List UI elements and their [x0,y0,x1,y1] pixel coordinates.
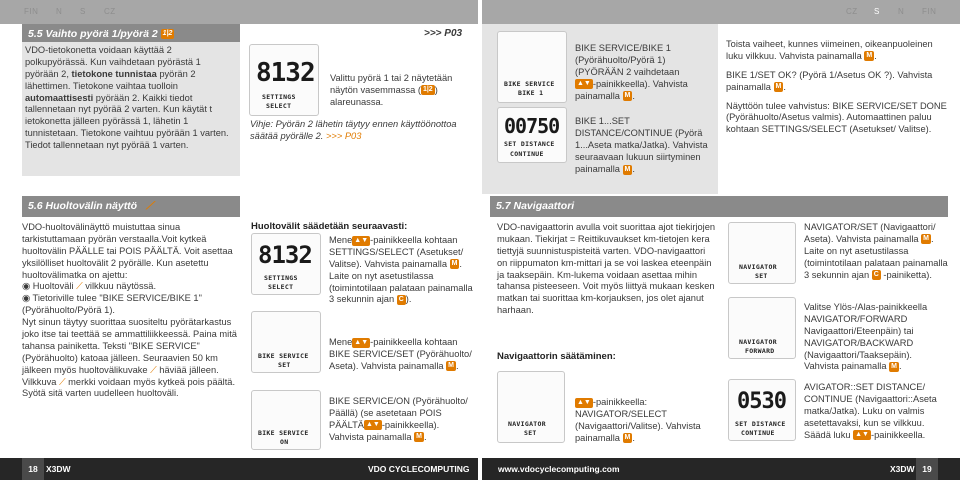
bike-desc [330,73,470,109]
step-bike-service-4: ▲▼ -painikkeella). Vahvista painamalla M . [575,78,688,101]
device-ns-label-1: NAVIGATOR [508,420,546,428]
nav-dist-text: AVIGATOR::SET DISTANCE/ CONTINUE (Navigaattori::Aseta matka/Jatka). Luku on valmis asetettavaksi, kun se vilkkuu. Säädä luku [804,382,937,440]
device-bike-service [497,31,567,103]
device-sd-label-1: SET DISTANCE [504,140,555,148]
section-title-5-6 [22,196,240,217]
device-value: 8132 [256,58,315,88]
device-nfwd-label-2: FORWARD [745,347,775,355]
nav-dir-text: Valitse Ylös-/Alas-painikkeella NAVIGATOR/FORWARD Navigaattori/Eteenpäin) tai NAVIGATOR/BACKWARD (Navigaattori/Taaksepäin). Vahvista painamalla [804,302,928,372]
m-key-icon-3: M [866,52,873,60]
m-key-icon-6: M [448,362,454,370]
intro-text-bold-2: automaattisesti [25,92,94,103]
lang-cz-right: CZ [846,7,858,16]
lang-fin: FIN [24,7,39,16]
bike-desc-text: Valittu pyörä 1 tai 2 näytetään näytön vasemmassa ( [330,73,453,95]
footer-right [482,458,960,480]
service-body-2 [22,317,240,400]
device-s2-label-1: SETTINGS [264,274,298,282]
service-body-1: VDO-huoltovälinäyttö muistuttaa sinua tarkistuttamaan pyörän verstaalla.Voit kytkeä huoltovälin PÄÄLLE tai POIS PÄÄLTÄ. Voit asettaa yksilölliset huoltovälit 2 pyörälle. Kun asetettu huoltovälimatka on ajettu: [22,222,233,280]
device-s2-value: 8132 [258,241,312,269]
device-nd-value: 0530 [737,389,786,414]
nav-set-c: -painiketta). [880,269,932,280]
device-bs-label-2: BIKE 1 [518,89,544,97]
footer-left-brand: VDO CYCLECOMPUTING [368,464,470,474]
footer-left-model: X3DW [46,464,71,474]
wrench-icon-2: ⟋ [76,281,83,292]
step3-b: -painikkeella). Vahvista painamalla [329,419,440,442]
intro-text-1: VDO-tietokonetta voidaan käyttää 2 polkupyörässä. [25,45,172,67]
page-number-left: 18 [22,458,44,480]
step-bike-service: BIKE SERVICE/BIKE 1 [575,43,671,53]
device-nfwd-label-1: NAVIGATOR [739,338,777,346]
device-sd-label-2: CONTINUE [510,150,544,158]
bike-desc-end: ) alareunassa. [330,84,438,107]
hint-text [250,119,475,143]
device-bss-label-1: BIKE SERVICE [258,352,309,360]
device-bso-label-1: BIKE SERVICE [258,429,309,437]
device-set-distance [497,107,567,163]
service-step-1 [329,235,475,306]
step-sd-text: BIKE 1...SET DISTANCE/CONTINUE (Pyörä 1...Aseta matka/Jatka). Vahvista seuraavaan lukuun siirtyminen painamalla [575,116,708,175]
lang-n-right: N [898,7,905,16]
c-key-icon: C [398,296,404,303]
section-title-5-6-text: 5.6 Huoltovälin näyttö [28,200,138,212]
navigator-step-direction: Valitse Ylös-/Alas-painikkeella NAVIGATOR/FORWARD Navigaattori/Eteenpäin) tai NAVIGATOR/BACKWARD (Navigaattori/Taaksepäin). Vahvista painamalla M . [804,302,928,372]
step2-b: -painikkeella kohtaan BIKE SERVICE/SET (Pyörähuolto/ Aseta). Vahvista painamalla [329,337,472,371]
device-label-2: SELECT [266,102,292,110]
m-key-icon-7: M [416,433,422,441]
arrows-key-icon-3: ▲▼ [354,338,369,346]
device-nav-set [728,222,796,284]
step-set-ok: BIKE 1/SET OK? (Pyörä 1/Asetus OK ?). Vahvista painamalla M . [726,69,933,92]
step-bike-service-2: (Pyörähuolto/Pyörä 1) [575,54,666,65]
m-key-icon-8: M [624,434,631,442]
confirm-steps [726,39,948,136]
step-confirm: Näyttöön tulee vahvistus: BIKE SERVICE/SET DONE (Pyörähuolto/Asetus valmis). Automaattinen paluu kohtaan SETTINGS/SELECT (Asetukset/ Valitse). [726,100,947,135]
step-bs-4-text: -painikkeella). Vahvista painamalla [575,78,688,101]
section-title-5-7: 5.7 Navigaattori [490,196,948,217]
step-repeat-text: Toista vaiheet, kunnes viimeinen, oikeanpuoleinen luku vilkkuu. Vahvista painamalla [726,39,933,61]
device-display-settings [249,44,319,116]
header-bar-right [482,0,960,24]
device-bso-label-2: ON [280,438,289,446]
header-bar-left [0,0,478,24]
lang-cz: CZ [104,7,116,16]
m-key-icon-4: M [775,83,782,91]
step-set-distance: BIKE 1...SET DISTANCE/CONTINUE (Pyörä 1...Aseta matka/Jatka). Vahvista seuraavaan lukuun siirtyminen painamalla M . [575,116,708,175]
device-nav-forward [728,297,796,359]
service-body-2c: merkki voidaan myös kytkeä pois päältä. Syötä sitä varten uudelleen huoltoväli. [22,376,236,399]
step2-a: Mene [329,337,353,347]
m-key-icon-5: M [451,260,458,268]
service-subheading: Huoltovälit säädetään seuraavasti: [251,221,408,232]
intro-panel [22,42,240,176]
device-nav-distance [728,379,796,441]
arrows-key-icon-4: ▲▼ [365,421,380,429]
bullet-1-text-b: vilkkuu näytössä. [85,281,157,292]
intro-text-bold-1: tietokone tunnistaa [71,68,157,79]
bullet-1 [22,281,240,293]
device-bss-label-2: SET [278,361,291,369]
bullet-2: ◉ Tietoriville tulee "BIKE SERVICE/BIKE 1" (Pyörähuolto/Pyörä 1). [22,293,240,317]
navigator-step-set [804,222,948,281]
device-nset-label-1: NAVIGATOR [739,263,777,271]
device-bs-label-1: BIKE SERVICE [504,80,555,88]
arrows-key-icon-2: ▲▼ [354,236,369,244]
device-nd-label-2: CONTINUE [741,429,775,437]
navigator-subheading: Navigaattorin säätäminen: [497,351,616,362]
device-label-1: SETTINGS [262,93,296,101]
bike-switch-icon: 1|2 [162,30,173,38]
section-title-text: 5.5 Vaihto pyörä 1/pyörä 2 [28,28,158,40]
page-number-right: 19 [916,458,938,480]
device-ns-label-2: SET [524,429,537,437]
bike-icon: 1|2 [422,86,433,94]
service-body-2b: häviää jälleen. Vilkkuva [22,364,219,387]
hint-ref: >>> P03 [325,130,362,141]
wrench-icon-4: ⟋ [59,376,66,387]
m-key-icon-2: M [624,165,631,173]
device-bike-service-on [251,390,321,450]
intro-text-2: Kun vaihdetaan pyörästä 1 pyörään 2, [25,56,201,79]
m-key-icon-9: M [923,235,929,243]
footer-right-model: X3DW [890,464,915,474]
nav-step1-text: -painikkeella: NAVIGATOR/SELECT (Navigaattori/Valitse). Vahvista painamalla [575,397,701,443]
device-nd-label-1: SET DISTANCE [735,420,786,428]
device-s2-label-2: SELECT [268,283,294,291]
nav-set-b: . Laite on nyt asetustilassa (toimintotilaan palataan painamalla 3 sekunnin ajan [804,233,948,280]
step-bike-service-3: (PYÖRÄÄN 2 vaihdetaan [575,66,680,77]
bike-service-steps [575,43,713,176]
step-set-ok-text: BIKE 1/SET OK? (Pyörä 1/Asetus OK ?). Vahvista painamalla [726,69,933,92]
device-settings-2 [251,233,321,295]
intro-text-4: pyörään 2. Kaikki tiedot tallennetaan nyt pyörää 2 varten. Kun käytät t ietokonetta jälleen pyörässä 1, lähetin 1 tunnistetaan. Tietokone vaihtuu pyörään 1 varten. Tiedot tallennetaan nyt pyörää 1 varten. [25,92,229,151]
service-step-3: BIKE SERVICE/ON (Pyörähuolto/ Päällä) (se asetetaan POIS PÄÄLTÄ ▲▼ -painikkeella). Vahvista painamalla M . [329,396,468,442]
footer-left [0,458,478,480]
device-nset-label-2: SET [755,272,768,280]
wrench-icon: ⟋ [146,200,154,212]
step1-b: -painikkeella kohtaan SETTINGS/SELECT (Asetukset/ Valitse). Vahvista painamalla [329,235,464,269]
service-bullets [22,281,240,317]
step3-a: BIKE SERVICE/ON (Pyörähuolto/ Päällä) (se asetetaan POIS PÄÄLTÄ [329,396,468,430]
arrows-key-icon: ▲▼ [577,80,591,88]
footer-right-url: www.vdocyclecomputing.com [498,464,620,474]
device-sd-value: 00750 [504,114,560,138]
hint-body: Vihje: Pyörän 2 lähetin täytyy ennen käyttöönottoa säätää pyörälle 2. [250,119,457,141]
step1-c: . Laite on nyt asetustilassa (toimintotilaan palataan painamalla 3 sekunnin ajan [329,258,473,305]
lang-s: S [80,7,86,16]
wrench-icon-3: ⟋ [150,364,157,375]
m-key-icon: M [624,92,631,100]
navigator-step-distance [804,382,948,441]
arrows-key-icon-5: ▲▼ [577,398,591,406]
device-bike-service-set [251,311,321,373]
m-key-icon-10: M [891,363,897,370]
lang-s-right: S [874,7,880,16]
page-ref-p03: >>> P03 [424,28,463,39]
step1-d: ). [405,294,412,305]
service-interval-body [22,222,240,400]
navigator-body: VDO-navigaattorin avulla voit suorittaa ajot tiekirjojen mukaan. Tiekirjat = Reittikuvaukset km-tietojen kera tiettyjä suunnistuspisteitä varten. VDO-navigaattori on riippumaton km-mittari ja se voi laskea eteenpäin ja taaksepäin. Km-lukema voidaan asettaa mihin tahansa pisteeseen. Voit myös liittyä mukaan kesken matkan tai suorittaa km-korjauksen, jos olet ajanut harhaan. [497,222,716,316]
device-nav-select [497,371,565,443]
service-body-2a: Nyt sinun täytyy suorittaa suositeltu pyörätarkastus joko itse tai teettää se ammattiliikkeessä. Paina mitä tahansa painiketta. Teksti "BIKE SERVICE" (Pyörähuolto) katoaa jälleen. Seuraavien 50 km jälkeen myös huoltovälikuvake [22,317,237,375]
step-repeat: Toista vaiheet, kunnes viimeinen, oikeanpuoleinen luku vilkkuu. Vahvista painamalla M . [726,39,933,61]
c-key-icon-2: C [873,271,879,279]
service-step-2: Mene ▲▼ -painikkeella kohtaan BIKE SERVICE/SET (Pyörähuolto/ Aseta). Vahvista painamalla M . [329,337,472,371]
navigator-step-1: ▲▼ -painikkeella: NAVIGATOR/SELECT (Navigaattori/Valitse). Vahvista painamalla M . [575,397,701,443]
nav-dist-end: -painikkeella. [870,429,926,440]
lang-n: N [56,7,63,16]
lang-fin-right: FIN [922,7,937,16]
bullet-1-text: Huoltoväli [32,281,74,292]
intro-text-3: pyörän 2 lähettimen. Tietokone vaihtaa tuolloin [25,68,196,91]
nav-set-a: NAVIGATOR/SET (Navigaattori/ Aseta). Vahvista painamalla [804,222,936,244]
step1-a: Mene [329,235,353,245]
arrows-key-icon-6: ▲▼ [855,431,869,439]
